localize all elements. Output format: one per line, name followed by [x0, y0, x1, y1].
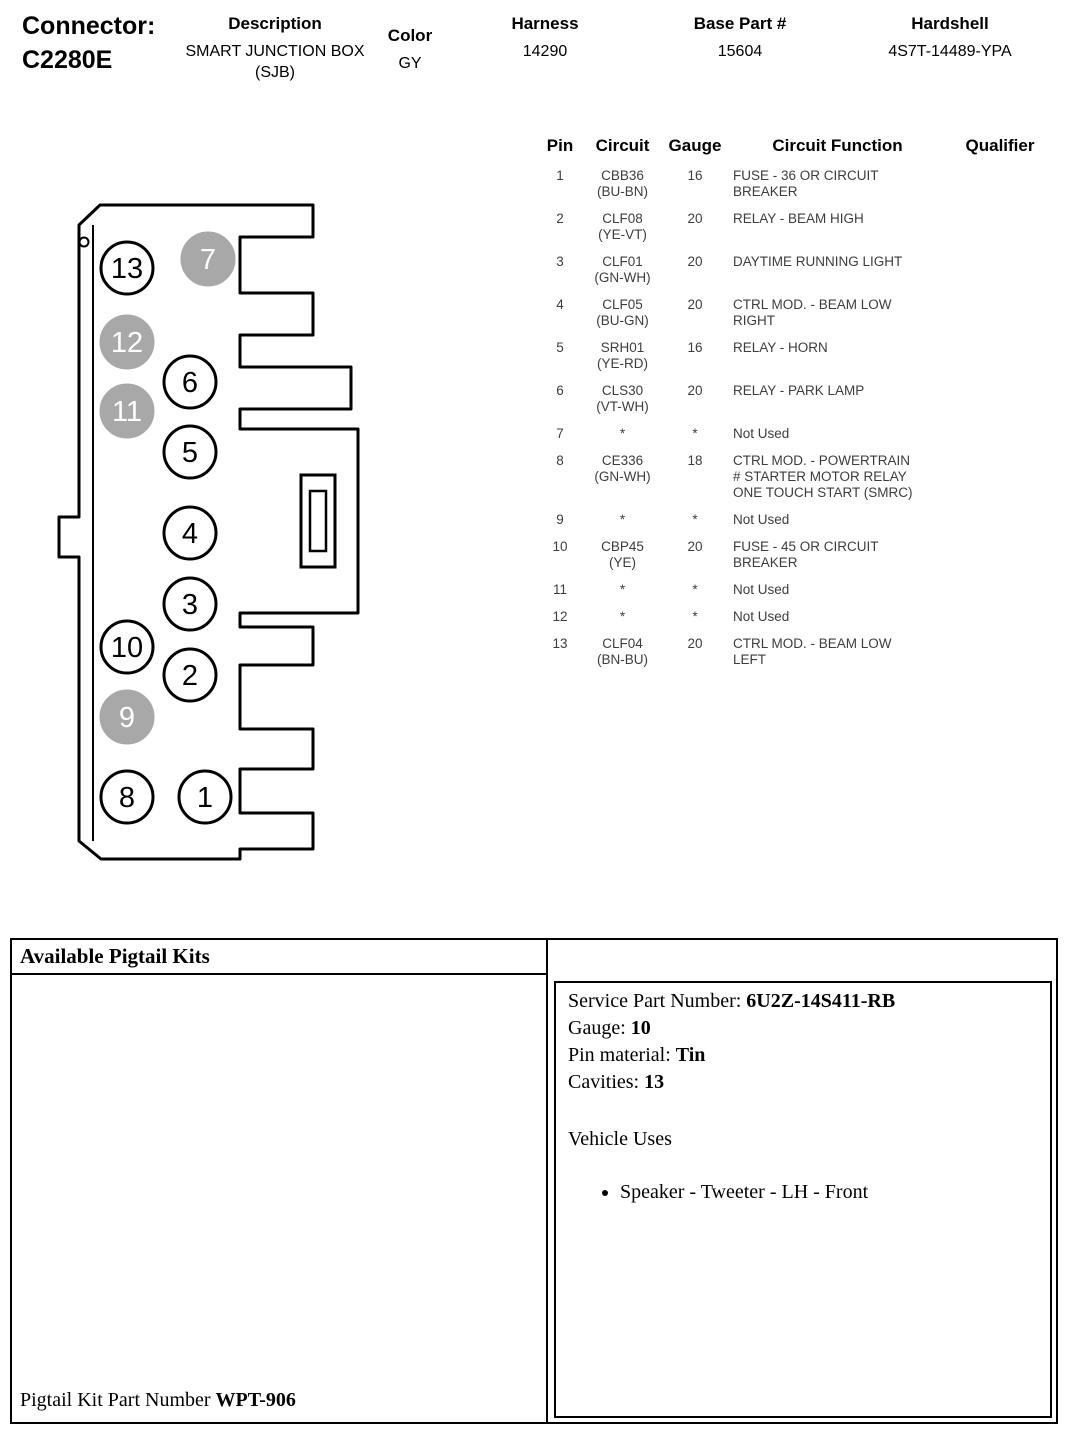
pin-label: 10 — [110, 632, 144, 664]
vehicle-uses-list — [568, 1179, 1038, 1205]
header-harness — [478, 14, 612, 63]
connector-pin-10 — [101, 621, 153, 673]
circuit-function-cell: RELAY - PARK LAMP — [733, 383, 865, 398]
pin-label: 4 — [181, 518, 199, 550]
circuit-cell: * — [619, 582, 626, 597]
service-part-line — [568, 988, 1038, 1015]
qualifier-cell — [950, 209, 1050, 252]
qualifier-cell — [950, 166, 1050, 209]
circuit-header: Circuit — [595, 136, 650, 155]
qualifier-cell — [950, 381, 1050, 424]
gauge-cell: 16 — [687, 340, 703, 355]
gauge-cell: 20 — [687, 254, 703, 269]
circuit-function-cell: FUSE - 36 OR CIRCUIT BREAKER — [733, 168, 879, 199]
connector-label: Connector: — [22, 12, 156, 40]
pin-table-row — [540, 166, 1050, 209]
bottom-section — [10, 938, 1058, 1424]
circuit-function-cell: CTRL MOD. - POWERTRAIN # STARTER MOTOR RELAY ONE TOUCH START (SMRC) — [733, 453, 913, 500]
pin-header: Pin — [546, 136, 574, 155]
connector-pin-12 — [101, 316, 153, 368]
pin-label: 2 — [181, 660, 199, 692]
circuit-function-cell: CTRL MOD. - BEAM LOW RIGHT — [733, 297, 892, 328]
pin-number-cell: 13 — [552, 636, 568, 651]
header-hardshell — [852, 14, 1048, 63]
qualifier-cell — [950, 580, 1050, 607]
circuit-function-cell: Not Used — [733, 512, 790, 527]
connector-diagram — [55, 195, 375, 875]
connector-pin-13 — [101, 242, 153, 294]
pigtail-part-number: WPT-906 — [215, 1389, 296, 1411]
pigtail-part-label: Pigtail Kit Part Number — [20, 1389, 216, 1411]
circuit-cell: CLF01 (GN-WH) — [594, 254, 651, 285]
pin-material-label: Pin material: — [568, 1044, 676, 1066]
header-base-part — [662, 14, 818, 63]
pin-number-cell: 9 — [556, 512, 564, 527]
vehicle-uses-heading: Vehicle Uses — [568, 1128, 672, 1150]
circuit-function-cell: Not Used — [733, 609, 790, 624]
pin-table-row — [540, 451, 1050, 510]
circuit-function-header: Circuit Function — [772, 136, 903, 155]
pin-number-cell: 2 — [556, 211, 564, 226]
pin-table-row — [540, 338, 1050, 381]
pin-table-row — [540, 381, 1050, 424]
qualifier-cell — [950, 510, 1050, 537]
pigtail-kits-empty-area — [12, 975, 546, 1383]
connector-pin-5 — [164, 426, 216, 478]
pigtail-part-line — [12, 1383, 546, 1422]
pin-number-cell: 10 — [552, 539, 568, 554]
pin-table-row — [540, 634, 1050, 677]
pin-table-header-row — [540, 136, 1050, 166]
connector-lock-inner — [310, 491, 326, 551]
circuit-function-cell: RELAY - BEAM HIGH — [733, 211, 864, 226]
service-panel — [548, 940, 1056, 1422]
gauge-cell: 16 — [687, 168, 703, 183]
gauge-cell: 20 — [687, 383, 703, 398]
service-part-label: Service Part Number: — [568, 990, 747, 1012]
pin-number-cell: 1 — [556, 168, 564, 183]
circuit-function-cell: CTRL MOD. - BEAM LOW LEFT — [733, 636, 892, 667]
pin-number-cell: 4 — [556, 297, 564, 312]
pin-number-cell: 12 — [552, 609, 568, 624]
pigtail-kits-panel — [12, 940, 548, 1422]
pin-material-line — [568, 1042, 1038, 1069]
qualifier-header: Qualifier — [965, 136, 1035, 155]
circuit-function-cell: Not Used — [733, 426, 790, 441]
gauge-cell: * — [692, 582, 698, 597]
connector-pin-6 — [164, 356, 216, 408]
gauge-line — [568, 1015, 1038, 1042]
circuit-function-cell: Not Used — [733, 582, 790, 597]
gauge-label: Gauge: — [568, 1017, 631, 1039]
pin-label: 9 — [118, 702, 136, 734]
cavities-line — [568, 1069, 1038, 1096]
pin-material-value: Tin — [675, 1044, 706, 1066]
pin-label: 11 — [111, 396, 143, 428]
cavities-label: Cavities: — [568, 1071, 645, 1093]
color-value: GY — [398, 55, 422, 72]
circuit-cell: CBB36 (BU-BN) — [597, 168, 648, 199]
pin-table-row — [540, 424, 1050, 451]
pin-label: 7 — [199, 244, 217, 276]
qualifier-cell — [950, 451, 1050, 510]
circuit-cell: CLF08 (YE-VT) — [598, 211, 647, 242]
gauge-cell: 20 — [687, 539, 703, 554]
pin-label: 12 — [110, 327, 144, 359]
qualifier-cell — [950, 295, 1050, 338]
qualifier-cell — [950, 634, 1050, 677]
circuit-cell: * — [619, 512, 626, 527]
gauge-cell: 20 — [687, 211, 703, 226]
pin-table-row — [540, 510, 1050, 537]
connector-pin-1 — [179, 771, 231, 823]
pin-table — [540, 136, 1055, 677]
gauge-cell: * — [692, 512, 698, 527]
base-part-value: 15604 — [717, 43, 763, 60]
circuit-function-cell: FUSE - 45 OR CIRCUIT BREAKER — [733, 539, 879, 570]
pin-number-cell: 8 — [556, 453, 564, 468]
pin-label: 5 — [181, 437, 199, 469]
connector-pin-11 — [101, 385, 153, 437]
description-value: SMART JUNCTION BOX (SJB) — [185, 43, 365, 81]
gauge-cell: * — [692, 609, 698, 624]
pin-label: 6 — [181, 367, 199, 399]
gauge-cell: 20 — [687, 297, 703, 312]
vehicle-use-item: • Speaker - Tweeter - LH - Front — [620, 1179, 1038, 1205]
circuit-function-cell: RELAY - HORN — [733, 340, 828, 355]
circuit-cell: CBP45 (YE) — [601, 539, 644, 570]
connector-pin-4 — [164, 507, 216, 559]
color-label: Color — [387, 26, 433, 45]
qualifier-cell — [950, 537, 1050, 580]
circuit-cell: * — [619, 426, 626, 441]
pin-number-cell: 5 — [556, 340, 564, 355]
header-color — [372, 26, 448, 75]
circuit-function-cell: DAYTIME RUNNING LIGHT — [733, 254, 903, 269]
hardshell-label: Hardshell — [911, 14, 989, 33]
gauge-cell: 20 — [687, 636, 703, 651]
pin-table-row — [540, 607, 1050, 634]
connector-pin-7 — [182, 233, 234, 285]
qualifier-cell — [950, 424, 1050, 451]
pin-table-row — [540, 295, 1050, 338]
header-description — [185, 14, 365, 84]
pin-label: 1 — [196, 782, 214, 814]
gauge-cell: * — [692, 426, 698, 441]
pin-number-cell: 11 — [552, 582, 567, 597]
pin-number-cell: 7 — [556, 426, 564, 441]
circuit-cell: CE336 (GN-WH) — [594, 453, 651, 484]
harness-label: Harness — [511, 14, 579, 33]
pin-label: 8 — [118, 782, 136, 814]
service-box — [554, 981, 1052, 1418]
connector-pin-3 — [164, 578, 216, 630]
pin-table-row — [540, 252, 1050, 295]
base-part-label: Base Part # — [693, 14, 787, 33]
cavities-value: 13 — [644, 1071, 665, 1093]
connector-pin-2 — [164, 649, 216, 701]
description-label: Description — [228, 14, 322, 33]
connector-pin-9 — [101, 691, 153, 743]
circuit-cell: CLF05 (BU-GN) — [596, 297, 649, 328]
pin-table-row — [540, 209, 1050, 252]
service-part-value: 6U2Z-14S411-RB — [746, 990, 896, 1012]
pigtail-kits-title: Available Pigtail Kits — [12, 940, 546, 975]
hardshell-value: 4S7T-14489-YPA — [888, 43, 1012, 60]
circuit-cell: SRH01 (YE-RD) — [597, 340, 648, 371]
pin-number-cell: 6 — [556, 383, 564, 398]
qualifier-cell — [950, 338, 1050, 381]
qualifier-cell — [950, 607, 1050, 634]
connector-title — [22, 10, 155, 78]
gauge-value: 10 — [630, 1017, 651, 1039]
pin-label: 3 — [181, 589, 199, 621]
gauge-header: Gauge — [668, 136, 722, 155]
pin-number-cell: 3 — [556, 254, 564, 269]
pin-table-row — [540, 580, 1050, 607]
pin-label: 13 — [110, 253, 144, 285]
circuit-cell: CLS30 (VT-WH) — [596, 383, 649, 414]
connector-id: C2280E — [22, 45, 113, 74]
pin-table-row — [540, 537, 1050, 580]
pin-table-body — [540, 166, 1050, 677]
harness-value: 14290 — [522, 43, 568, 60]
circuit-cell: CLF04 (BN-BU) — [597, 636, 648, 667]
qualifier-cell — [950, 252, 1050, 295]
gauge-cell: 18 — [687, 453, 703, 468]
circuit-cell: * — [619, 609, 626, 624]
connector-pin-8 — [101, 771, 153, 823]
